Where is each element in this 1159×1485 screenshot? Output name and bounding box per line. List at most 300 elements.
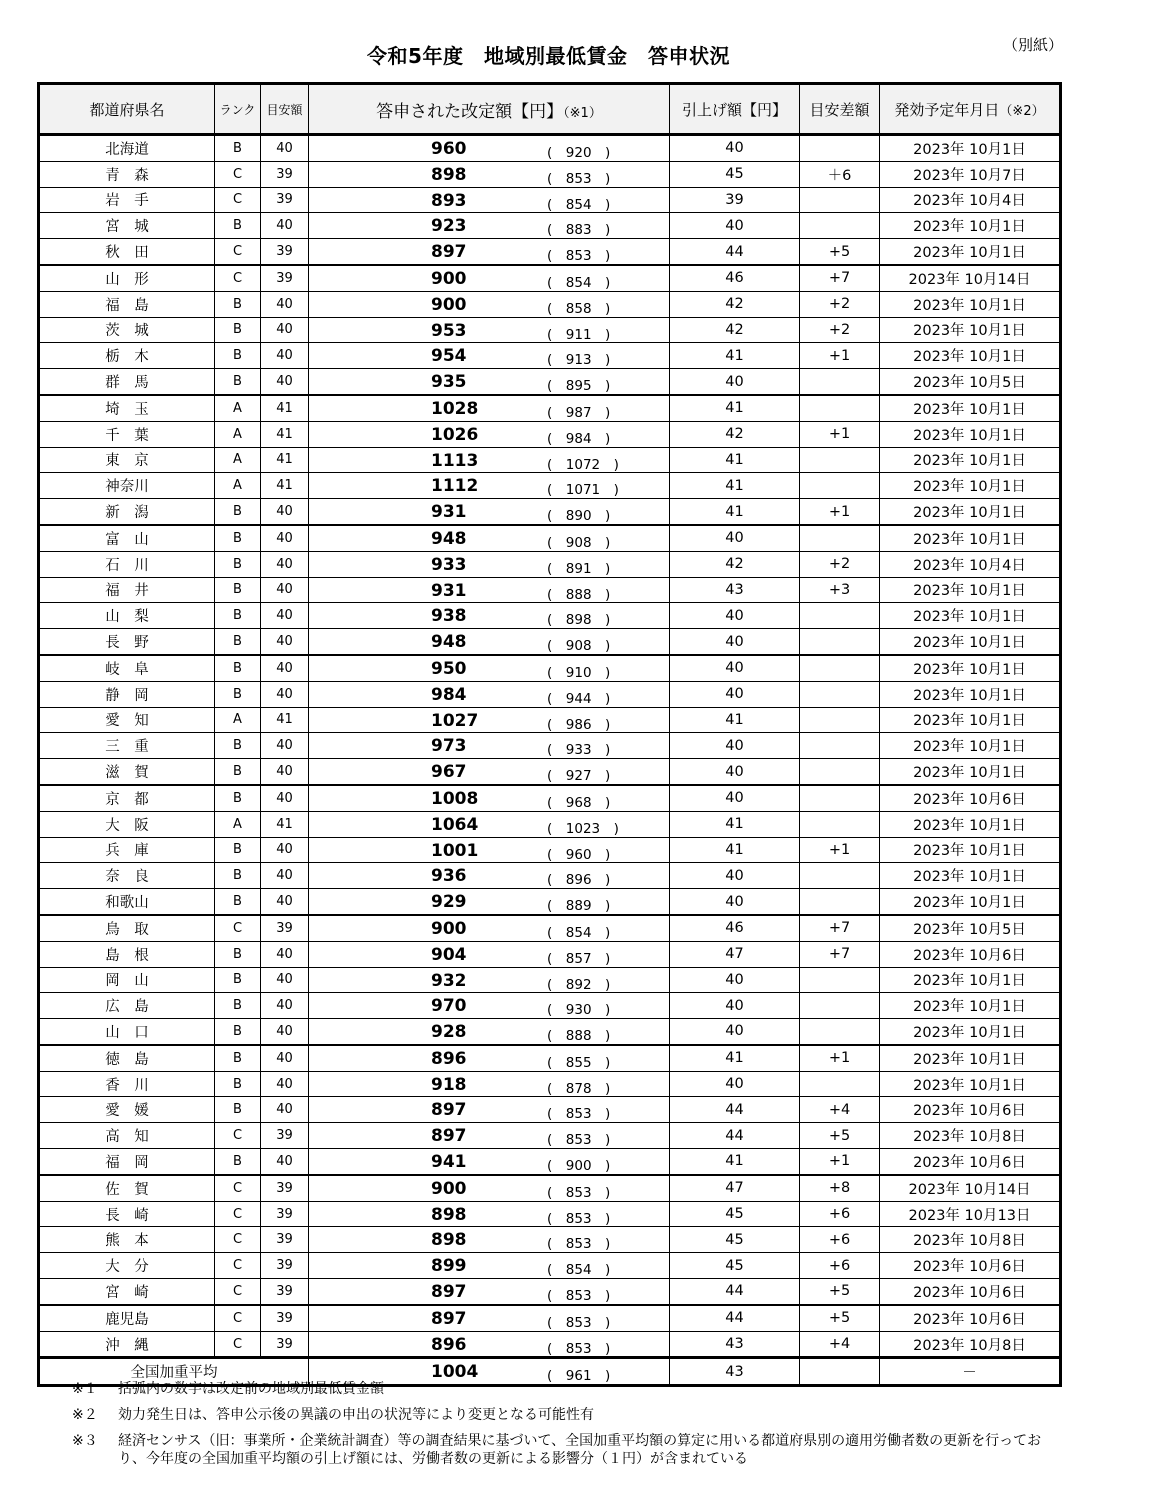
header-amount: [309, 84, 670, 135]
diff-cell: +1: [800, 499, 880, 525]
date-cell: 2023年 10月4日: [880, 187, 1061, 213]
amount-cell: [309, 135, 670, 162]
raise-cell: 40: [670, 629, 800, 655]
new-amount: 904: [431, 944, 467, 965]
new-amount: 1064: [431, 814, 479, 835]
raise-cell: 40: [670, 213, 800, 239]
date-cell: 2023年 10月1日: [880, 759, 1061, 785]
rank-cell: B: [215, 1149, 261, 1175]
std-cell: 41: [261, 395, 309, 421]
date-cell: 2023年 10月1日: [880, 707, 1061, 733]
diff-cell: +3: [800, 577, 880, 603]
pref-cell: 山 形: [39, 265, 215, 291]
average-new: 1004: [431, 1362, 479, 1383]
new-amount: 936: [431, 866, 467, 887]
rank-cell: C: [215, 1279, 261, 1305]
raise-cell: 44: [670, 239, 800, 265]
previous-amount: ( 854 ): [547, 274, 611, 291]
amount-cell: [309, 447, 670, 473]
new-amount: 900: [431, 294, 467, 315]
previous-amount: ( 853 ): [547, 1184, 611, 1201]
pref-cell: 長 野: [39, 629, 215, 655]
pref-cell: 三 重: [39, 733, 215, 759]
std-cell: 40: [261, 733, 309, 759]
raise-cell: 43: [670, 1331, 800, 1358]
raise-cell: 40: [670, 655, 800, 681]
table-row: [39, 1019, 1061, 1045]
amount-cell: [309, 343, 670, 369]
raise-cell: 45: [670, 1227, 800, 1253]
previous-amount: ( 911 ): [547, 326, 611, 343]
previous-amount: ( 854 ): [547, 1262, 611, 1279]
amount-cell: [309, 837, 670, 863]
pref-cell: 鹿児島: [39, 1305, 215, 1331]
rank-cell: B: [215, 889, 261, 915]
pref-cell: 茨 城: [39, 317, 215, 343]
amount-cell: [309, 915, 670, 941]
raise-cell: 40: [670, 135, 800, 162]
diff-cell: +1: [800, 1149, 880, 1175]
std-cell: 41: [261, 707, 309, 733]
new-amount: 1008: [431, 788, 479, 809]
pref-cell: 千 葉: [39, 421, 215, 447]
raise-cell: 41: [670, 447, 800, 473]
std-cell: 39: [261, 1123, 309, 1149]
amount-cell: [309, 291, 670, 317]
rank-cell: B: [215, 1097, 261, 1123]
previous-amount: ( 898 ): [547, 612, 611, 629]
rank-cell: B: [215, 369, 261, 395]
diff-cell: +5: [800, 1279, 880, 1305]
raise-cell: 41: [670, 837, 800, 863]
std-cell: 39: [261, 161, 309, 187]
previous-amount: ( 960 ): [547, 846, 611, 863]
date-cell: 2023年 10月1日: [880, 317, 1061, 343]
header-date-label: 発効予定年月日: [894, 100, 1000, 119]
diff-cell: [800, 447, 880, 473]
raise-cell: 40: [670, 1071, 800, 1097]
raise-cell: 41: [670, 811, 800, 837]
table-row: [39, 499, 1061, 525]
raise-cell: 41: [670, 1045, 800, 1071]
table-row: [39, 1279, 1061, 1305]
pref-cell: 愛 知: [39, 707, 215, 733]
previous-amount: ( 889 ): [547, 898, 611, 915]
date-cell: 2023年 10月1日: [880, 1019, 1061, 1045]
rank-cell: B: [215, 993, 261, 1019]
diff-cell: +1: [800, 837, 880, 863]
diff-cell: [800, 993, 880, 1019]
previous-amount: ( 986 ): [547, 716, 611, 733]
pref-cell: 鳥 取: [39, 915, 215, 941]
previous-amount: ( 857 ): [547, 950, 611, 967]
footnote-text: 効力発生日は、答申公示後の異議の申出の状況等により変更となる可能性有: [118, 1407, 594, 1423]
rank-cell: B: [215, 603, 261, 629]
rank-cell: B: [215, 213, 261, 239]
std-cell: 40: [261, 993, 309, 1019]
diff-cell: +7: [800, 915, 880, 941]
new-amount: 918: [431, 1074, 467, 1095]
amount-cell: [309, 1279, 670, 1305]
std-cell: 39: [261, 1253, 309, 1279]
new-amount: 929: [431, 892, 467, 913]
diff-cell: +5: [800, 1123, 880, 1149]
std-cell: 40: [261, 1045, 309, 1071]
header-amount-note: （※1）: [563, 105, 602, 121]
amount-cell: [309, 1227, 670, 1253]
table-row: [39, 1149, 1061, 1175]
std-cell: 40: [261, 1149, 309, 1175]
diff-cell: [800, 213, 880, 239]
diff-cell: [800, 187, 880, 213]
amount-cell: [309, 941, 670, 967]
new-amount: 900: [431, 268, 467, 289]
new-amount: 960: [431, 139, 467, 159]
previous-amount: ( 968 ): [547, 794, 611, 811]
new-amount: 897: [431, 1100, 467, 1121]
previous-amount: ( 853 ): [547, 1236, 611, 1253]
raise-cell: 41: [670, 499, 800, 525]
date-cell: 2023年 10月1日: [880, 889, 1061, 915]
previous-amount: ( 944 ): [547, 690, 611, 707]
std-cell: 40: [261, 317, 309, 343]
new-amount: 1113: [431, 450, 479, 471]
pref-cell: 広 島: [39, 993, 215, 1019]
table-row: [39, 1045, 1061, 1071]
header-pref: 都道府県名: [39, 84, 215, 135]
rank-cell: B: [215, 551, 261, 577]
previous-amount: ( 908 ): [547, 534, 611, 551]
diff-cell: +7: [800, 265, 880, 291]
rank-cell: C: [215, 1123, 261, 1149]
new-amount: 898: [431, 1204, 467, 1225]
pref-cell: 福 島: [39, 291, 215, 317]
previous-amount: ( 987 ): [547, 404, 611, 421]
table-row: [39, 1175, 1061, 1201]
header-raise: 引上げ額【円】: [670, 84, 800, 135]
date-cell: 2023年 10月1日: [880, 239, 1061, 265]
rank-cell: B: [215, 291, 261, 317]
amount-cell: [309, 187, 670, 213]
amount-cell: [309, 265, 670, 291]
rank-cell: C: [215, 1305, 261, 1331]
std-cell: 41: [261, 473, 309, 499]
rank-cell: A: [215, 473, 261, 499]
amount-cell: [309, 785, 670, 811]
header-std: 目安額: [261, 84, 309, 135]
date-cell: 2023年 10月1日: [880, 447, 1061, 473]
previous-amount: ( 853 ): [547, 1314, 611, 1331]
date-cell: 2023年 10月1日: [880, 863, 1061, 889]
rank-cell: C: [215, 239, 261, 265]
raise-cell: 40: [670, 681, 800, 707]
previous-amount: ( 933 ): [547, 742, 611, 759]
raise-cell: 39: [670, 187, 800, 213]
previous-amount: ( 1023 ): [547, 820, 619, 837]
std-cell: 40: [261, 941, 309, 967]
pref-cell: 神奈川: [39, 473, 215, 499]
raise-cell: 40: [670, 759, 800, 785]
amount-cell: [309, 1045, 670, 1071]
previous-amount: ( 855 ): [547, 1054, 611, 1071]
new-amount: 932: [431, 970, 467, 991]
std-cell: 40: [261, 213, 309, 239]
new-amount: 954: [431, 346, 467, 367]
table-row: [39, 187, 1061, 213]
rank-cell: A: [215, 811, 261, 837]
pref-cell: 福 岡: [39, 1149, 215, 1175]
amount-cell: [309, 993, 670, 1019]
std-cell: 40: [261, 889, 309, 915]
raise-cell: 45: [670, 1201, 800, 1227]
raise-cell: 40: [670, 603, 800, 629]
footnote-mark: ※３: [72, 1433, 98, 1449]
date-cell: 2023年 10月1日: [880, 473, 1061, 499]
date-cell: 2023年 10月5日: [880, 915, 1061, 941]
amount-cell: [309, 707, 670, 733]
previous-amount: ( 853 ): [547, 1340, 611, 1357]
std-cell: 40: [261, 525, 309, 551]
amount-cell: [309, 239, 670, 265]
diff-cell: [800, 135, 880, 162]
previous-amount: ( 927 ): [547, 768, 611, 785]
new-amount: 900: [431, 918, 467, 939]
pref-cell: 東 京: [39, 447, 215, 473]
rank-cell: B: [215, 837, 261, 863]
std-cell: 40: [261, 499, 309, 525]
pref-cell: 静 岡: [39, 681, 215, 707]
raise-cell: 40: [670, 525, 800, 551]
new-amount: 897: [431, 1126, 467, 1147]
date-cell: 2023年 10月1日: [880, 213, 1061, 239]
previous-amount: ( 878 ): [547, 1080, 611, 1097]
rank-cell: A: [215, 421, 261, 447]
previous-amount: ( 883 ): [547, 222, 611, 239]
amount-cell: [309, 889, 670, 915]
rank-cell: B: [215, 681, 261, 707]
date-cell: 2023年 10月1日: [880, 733, 1061, 759]
table-row: [39, 941, 1061, 967]
date-cell: 2023年 10月4日: [880, 551, 1061, 577]
rank-cell: B: [215, 577, 261, 603]
average-label: 全国加重平均: [39, 1358, 309, 1386]
previous-amount: ( 853 ): [547, 1210, 611, 1227]
std-cell: 39: [261, 1279, 309, 1305]
raise-cell: 42: [670, 421, 800, 447]
date-cell: 2023年 10月1日: [880, 603, 1061, 629]
date-cell: 2023年 10月1日: [880, 577, 1061, 603]
previous-amount: ( 853 ): [547, 248, 611, 265]
date-cell: 2023年 10月5日: [880, 369, 1061, 395]
amount-cell: [309, 577, 670, 603]
table-row: [39, 915, 1061, 941]
diff-cell: [800, 759, 880, 785]
previous-amount: ( 908 ): [547, 638, 611, 655]
footnote-2: [72, 1406, 1072, 1424]
average-prev: ( 961 ): [547, 1368, 611, 1385]
new-amount: 935: [431, 372, 467, 393]
new-amount: 897: [431, 1308, 467, 1329]
pref-cell: 和歌山: [39, 889, 215, 915]
diff-cell: +1: [800, 1045, 880, 1071]
previous-amount: ( 888 ): [547, 586, 611, 603]
header-rank: ランク: [215, 84, 261, 135]
table-row: [39, 1123, 1061, 1149]
average-raise: 43: [670, 1358, 800, 1386]
table-row: [39, 395, 1061, 421]
rank-cell: B: [215, 1045, 261, 1071]
diff-cell: +4: [800, 1331, 880, 1358]
new-amount: 948: [431, 632, 467, 653]
date-cell: 2023年 10月6日: [880, 1279, 1061, 1305]
diff-cell: [800, 967, 880, 993]
previous-amount: ( 913 ): [547, 352, 611, 369]
amount-cell: [309, 1123, 670, 1149]
new-amount: 933: [431, 554, 467, 575]
std-cell: 40: [261, 837, 309, 863]
header-row: [39, 84, 1061, 135]
date-cell: 2023年 10月1日: [880, 655, 1061, 681]
std-cell: 39: [261, 187, 309, 213]
raise-cell: 42: [670, 317, 800, 343]
previous-amount: ( 892 ): [547, 976, 611, 993]
amount-cell: [309, 811, 670, 837]
rank-cell: A: [215, 395, 261, 421]
std-cell: 40: [261, 967, 309, 993]
rank-cell: B: [215, 317, 261, 343]
date-cell: 2023年 10月6日: [880, 785, 1061, 811]
pref-cell: 香 川: [39, 1071, 215, 1097]
previous-amount: ( 896 ): [547, 872, 611, 889]
std-cell: 39: [261, 1175, 309, 1201]
table-row: [39, 473, 1061, 499]
diff-cell: +4: [800, 1097, 880, 1123]
table-row: [39, 759, 1061, 785]
raise-cell: 43: [670, 577, 800, 603]
previous-amount: ( 853 ): [547, 1288, 611, 1305]
rank-cell: B: [215, 499, 261, 525]
std-cell: 40: [261, 863, 309, 889]
date-cell: 2023年 10月8日: [880, 1331, 1061, 1358]
date-cell: 2023年 10月1日: [880, 499, 1061, 525]
new-amount: 1027: [431, 710, 479, 731]
previous-amount: ( 930 ): [547, 1002, 611, 1019]
pref-cell: 奈 良: [39, 863, 215, 889]
diff-cell: [800, 733, 880, 759]
date-cell: 2023年 10月14日: [880, 265, 1061, 291]
pref-cell: 福 井: [39, 577, 215, 603]
table-row: [39, 239, 1061, 265]
date-cell: 2023年 10月1日: [880, 1045, 1061, 1071]
date-cell: 2023年 10月1日: [880, 811, 1061, 837]
amount-cell: [309, 655, 670, 681]
table-row: [39, 447, 1061, 473]
std-cell: 41: [261, 447, 309, 473]
diff-cell: [800, 707, 880, 733]
std-cell: 40: [261, 291, 309, 317]
diff-cell: +6: [800, 1227, 880, 1253]
amount-cell: [309, 551, 670, 577]
rank-cell: C: [215, 1331, 261, 1358]
new-amount: 938: [431, 606, 467, 627]
raise-cell: 40: [670, 967, 800, 993]
new-amount: 953: [431, 320, 467, 341]
date-cell: 2023年 10月6日: [880, 1149, 1061, 1175]
amount-cell: [309, 525, 670, 551]
table-row: [39, 213, 1061, 239]
raise-cell: 41: [670, 1149, 800, 1175]
table-row: [39, 785, 1061, 811]
raise-cell: 44: [670, 1097, 800, 1123]
raise-cell: 42: [670, 551, 800, 577]
average-date: －: [880, 1358, 1061, 1386]
date-cell: 2023年 10月1日: [880, 343, 1061, 369]
previous-amount: ( 853 ): [547, 1106, 611, 1123]
rank-cell: B: [215, 525, 261, 551]
pref-cell: 宮 崎: [39, 1279, 215, 1305]
amount-cell: [309, 1331, 670, 1358]
header-amount-label: 答申された改定額【円】: [376, 101, 564, 122]
std-cell: 40: [261, 343, 309, 369]
diff-cell: +7: [800, 941, 880, 967]
raise-cell: 40: [670, 889, 800, 915]
new-amount: 899: [431, 1256, 467, 1277]
rank-cell: B: [215, 629, 261, 655]
date-cell: 2023年 10月1日: [880, 135, 1061, 162]
diff-cell: ＋6: [800, 161, 880, 187]
new-amount: 984: [431, 684, 467, 705]
raise-cell: 46: [670, 265, 800, 291]
raise-cell: 40: [670, 1019, 800, 1045]
std-cell: 40: [261, 1019, 309, 1045]
rank-cell: C: [215, 161, 261, 187]
diff-cell: +2: [800, 317, 880, 343]
amount-cell: [309, 473, 670, 499]
diff-cell: +6: [800, 1253, 880, 1279]
amount-cell: [309, 629, 670, 655]
date-cell: 2023年 10月1日: [880, 681, 1061, 707]
rank-cell: B: [215, 343, 261, 369]
header-diff: 目安差額: [800, 84, 880, 135]
footnote-mark: ※２: [72, 1407, 98, 1423]
rank-cell: C: [215, 1175, 261, 1201]
annex-label: （別紙）: [1003, 36, 1064, 54]
rank-cell: B: [215, 863, 261, 889]
rank-cell: B: [215, 941, 261, 967]
std-cell: 39: [261, 239, 309, 265]
pref-cell: 滋 賀: [39, 759, 215, 785]
pref-cell: 大 分: [39, 1253, 215, 1279]
table-row: [39, 1201, 1061, 1227]
rank-cell: C: [215, 915, 261, 941]
table-row: [39, 577, 1061, 603]
pref-cell: 高 知: [39, 1123, 215, 1149]
previous-amount: ( 1072 ): [547, 456, 619, 473]
minimum-wage-table: [37, 82, 1062, 1387]
table-row: [39, 551, 1061, 577]
table-row: [39, 525, 1061, 551]
raise-cell: 40: [670, 993, 800, 1019]
pref-cell: 島 根: [39, 941, 215, 967]
rank-cell: B: [215, 759, 261, 785]
diff-cell: [800, 655, 880, 681]
header-date: [880, 84, 1061, 135]
date-cell: 2023年 10月6日: [880, 941, 1061, 967]
new-amount: 950: [431, 658, 467, 679]
amount-cell: [309, 161, 670, 187]
pref-cell: 山 口: [39, 1019, 215, 1045]
pref-cell: 山 梨: [39, 603, 215, 629]
